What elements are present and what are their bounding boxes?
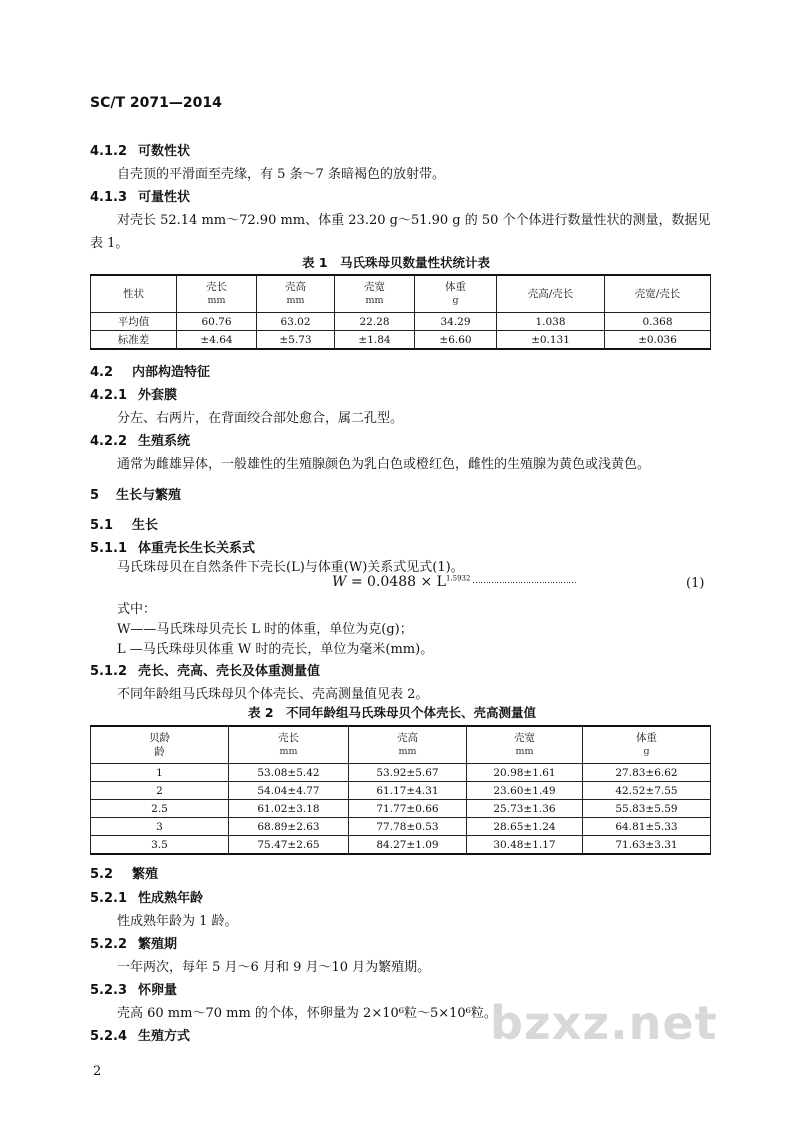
table2-header-cell [467, 726, 583, 764]
header-label: 壳高 [285, 281, 306, 293]
table-cell: 0.368 [605, 313, 711, 331]
table-cell: 2.5 [91, 800, 229, 818]
section-title: 可数性状 [138, 144, 191, 159]
table2-header-cell [583, 726, 711, 764]
table-cell: 53.92±5.67 [349, 764, 467, 782]
header-label: 壳长 [206, 281, 227, 293]
header-label: 体重 [636, 732, 657, 744]
table1 [90, 274, 711, 350]
table-row [91, 818, 711, 836]
formula-number: (1) [686, 576, 705, 591]
table-cell: 平均值 [91, 313, 177, 331]
table-cell: 20.98±1.61 [467, 764, 583, 782]
table-cell: 63.02 [257, 313, 335, 331]
section-5-1-heading [90, 514, 158, 533]
section-4-2-1-heading [90, 384, 177, 403]
table-cell: ±0.131 [497, 331, 605, 350]
table2-header-cell [229, 726, 349, 764]
section-title: 繁殖期 [138, 937, 178, 952]
header-label: 壳高 [397, 732, 418, 744]
table1-header-row [91, 275, 711, 313]
table1-header-cell [257, 275, 335, 313]
table-cell: 75.47±2.65 [229, 836, 349, 855]
header-label: 壳高/壳长 [527, 288, 574, 300]
table-cell: 3 [91, 818, 229, 836]
section-number: 5.1.2 [90, 664, 128, 679]
formula-exponent: 1.5932 [445, 574, 471, 583]
section-title: 性成熟年龄 [138, 891, 204, 906]
section-5-2-3-heading [90, 979, 177, 998]
table-cell: 61.02±3.18 [229, 800, 349, 818]
table-cell: 84.27±1.09 [349, 836, 467, 855]
section-5-2-4-heading [90, 1025, 190, 1044]
table-row [91, 313, 711, 331]
section-number: 5.1.1 [90, 541, 128, 556]
formula-leader-dots: ………………………………… [472, 576, 576, 586]
table2-header-cell [91, 726, 229, 764]
table-cell: ±5.73 [257, 331, 335, 350]
section-title: 可量性状 [138, 190, 191, 205]
section-title: 外套膜 [138, 388, 178, 403]
table-row [91, 764, 711, 782]
section-title: 生长 [132, 518, 159, 533]
header-unit: 龄 [154, 746, 165, 758]
section-4-2-1-text: 分左、右两片，在背面绞合部处愈合，属二孔型。 [117, 411, 404, 426]
table-cell: 42.52±7.55 [583, 782, 711, 800]
section-5-2-3-text: 壳高 60 mm～70 mm 的个体，怀卵量为 2×10⁶粒～5×10⁶粒。 [117, 1006, 497, 1021]
section-number: 5.2 [90, 867, 114, 882]
section-5-2-1-text: 性成熟年龄为 1 龄。 [117, 914, 238, 929]
section-5-2-2-text: 一年两次，每年 5 月～6 月和 9 月～10 月为繁殖期。 [117, 960, 431, 975]
table-cell: ±6.60 [415, 331, 497, 350]
section-title: 壳长、壳高、壳长及体重测量值 [138, 664, 321, 679]
table-cell: ±4.64 [177, 331, 257, 350]
section-title: 生殖方式 [138, 1029, 191, 1044]
table-cell: 34.29 [415, 313, 497, 331]
table-row [91, 836, 711, 855]
section-4-2-2-text: 通常为雌雄异体，一般雄性的生殖腺颜色为乳白色或橙红色，雌性的生殖腺为黄色或浅黄色。 [117, 457, 651, 472]
table-cell: 54.04±4.77 [229, 782, 349, 800]
header-unit: g [643, 746, 650, 757]
table-cell: 68.89±2.63 [229, 818, 349, 836]
header-unit: g [452, 295, 459, 306]
formula-1 [332, 574, 470, 590]
table-cell: 77.78±0.53 [349, 818, 467, 836]
header-label: 壳长 [278, 732, 299, 744]
section-number: 5.2.2 [90, 937, 128, 952]
table-cell: 27.83±6.62 [583, 764, 711, 782]
table-cell: 标准差 [91, 331, 177, 350]
section-title: 生殖系统 [138, 434, 191, 449]
section-5-1-2-text: 不同年龄组马氏珠母贝个体壳长、壳高测量值见表 2。 [117, 687, 429, 702]
table-cell: 71.63±3.31 [583, 836, 711, 855]
section-4-1-3-text-line2: 表 1。 [90, 236, 129, 251]
section-5-heading [90, 484, 181, 503]
table-cell: 30.48±1.17 [467, 836, 583, 855]
page-number: 2 [93, 1064, 102, 1079]
header-unit: mm [286, 295, 305, 306]
table-cell: ±0.036 [605, 331, 711, 350]
table-cell: 23.60±1.49 [467, 782, 583, 800]
header-label: 贝龄 [149, 732, 170, 744]
table-cell: 25.73±1.36 [467, 800, 583, 818]
table-cell: ±1.84 [335, 331, 415, 350]
section-number: 4.2 [90, 365, 114, 380]
standard-code: SC/T 2071—2014 [90, 95, 222, 111]
section-title: 生长与繁殖 [116, 488, 182, 503]
table2-caption: 表 2 不同年龄组马氏珠母贝个体壳长、壳高测量值 [248, 705, 537, 720]
header-label: 壳宽 [514, 732, 535, 744]
header-label: 性状 [123, 288, 144, 300]
section-4-1-3-heading [90, 186, 190, 205]
header-unit: mm [365, 295, 384, 306]
table1-caption: 表 1 马氏珠母贝数量性状统计表 [302, 255, 491, 270]
section-4-2-heading [90, 361, 210, 380]
watermark: bzxz.net [490, 996, 718, 1050]
section-number: 4.1.2 [90, 144, 128, 159]
section-5-1-1-text: 马氏珠母贝在自然条件下壳长(L)与体重(W)关系式见式(1)。 [117, 560, 464, 575]
section-5-2-1-heading [90, 887, 203, 906]
section-4-1-3-text-line1: 对壳长 52.14 mm～72.90 mm、体重 23.20 g～51.90 g 的 50 个个体进行数量性状的测量，数据见 [117, 213, 711, 228]
section-5-1-1-heading [90, 537, 255, 556]
header-unit: mm [515, 746, 534, 757]
header-label: 体重 [445, 281, 466, 293]
where-l-definition: L —马氏珠母贝体重 W 时的壳长，单位为毫米(mm)。 [117, 642, 434, 657]
header-unit: mm [207, 295, 226, 306]
table-cell: 3.5 [91, 836, 229, 855]
table2 [90, 725, 711, 855]
header-label: 壳宽/壳长 [634, 288, 681, 300]
section-number: 4.2.2 [90, 434, 128, 449]
formula-rhs: = 0.0488 × L [346, 574, 446, 590]
section-number: 4.2.1 [90, 388, 128, 403]
header-label: 壳宽 [364, 281, 385, 293]
table1-header-cell [91, 275, 177, 313]
table-cell: 60.76 [177, 313, 257, 331]
section-4-1-2-text: 自壳顶的平滑面至壳缘，有 5 条～7 条暗褐色的放射带。 [117, 167, 445, 182]
where-intro: 式中： [117, 602, 157, 617]
section-5-2-2-heading [90, 933, 177, 952]
section-number: 5.2.3 [90, 983, 128, 998]
table2-header-row [91, 726, 711, 764]
section-number: 5 [90, 488, 100, 503]
section-5-1-2-heading [90, 660, 320, 679]
table-cell: 55.83±5.59 [583, 800, 711, 818]
table-cell: 2 [91, 782, 229, 800]
section-4-1-2-heading [90, 140, 190, 159]
header-unit: mm [279, 746, 298, 757]
table-cell: 64.81±5.33 [583, 818, 711, 836]
section-4-2-2-heading [90, 430, 190, 449]
table2-header-cell [349, 726, 467, 764]
table-cell: 1.038 [497, 313, 605, 331]
table1-header-cell [497, 275, 605, 313]
section-number: 5.2.4 [90, 1029, 128, 1044]
where-w-definition: W——马氏珠母贝壳长 L 时的体重，单位为克(g)； [117, 622, 413, 637]
header-unit: mm [398, 746, 417, 757]
section-number: 5.2.1 [90, 891, 128, 906]
section-title: 体重壳长生长关系式 [138, 541, 256, 556]
section-number: 5.1 [90, 518, 114, 533]
formula-lhs: W [332, 574, 347, 590]
section-5-2-heading [90, 863, 158, 882]
table1-header-cell [335, 275, 415, 313]
table-row [91, 782, 711, 800]
table-cell: 1 [91, 764, 229, 782]
table1-header-cell [415, 275, 497, 313]
table1-header-cell [605, 275, 711, 313]
section-title: 怀卵量 [138, 983, 178, 998]
table1-header-cell [177, 275, 257, 313]
table-cell: 53.08±5.42 [229, 764, 349, 782]
section-title: 内部构造特征 [132, 365, 211, 380]
table-cell: 22.28 [335, 313, 415, 331]
table-cell: 71.77±0.66 [349, 800, 467, 818]
table-cell: 28.65±1.24 [467, 818, 583, 836]
section-title: 繁殖 [132, 867, 159, 882]
table-cell: 61.17±4.31 [349, 782, 467, 800]
section-number: 4.1.3 [90, 190, 128, 205]
table-row [91, 800, 711, 818]
table-row [91, 331, 711, 350]
